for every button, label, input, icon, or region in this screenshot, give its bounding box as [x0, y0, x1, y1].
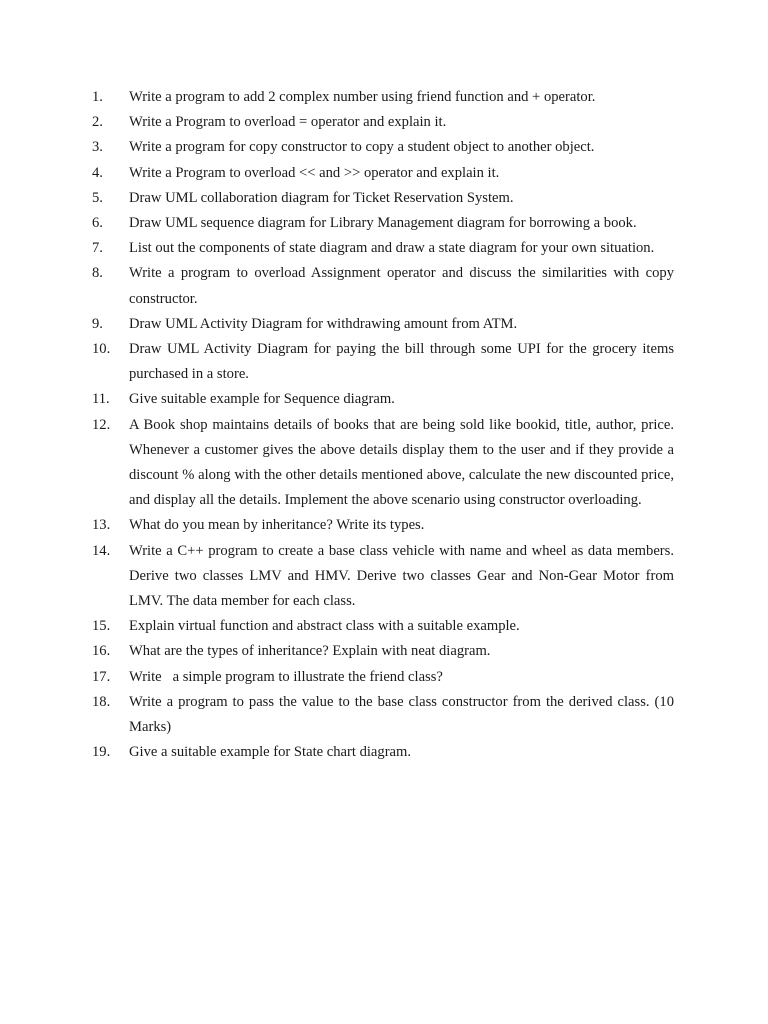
question-number: 3. — [92, 139, 103, 156]
question-number: 7. — [92, 240, 103, 257]
question-number: 12. — [92, 416, 111, 433]
question-number: 2. — [92, 114, 103, 131]
question-text: Write a program to add 2 complex number using friend function and + operator. — [129, 89, 596, 105]
question-item — [92, 513, 674, 538]
question-text: List out the components of state diagram and draw a state diagram for your own situation. — [129, 240, 655, 257]
question-item — [92, 186, 674, 211]
question-text: Write a simple program to illustrate the friend class? — [129, 668, 443, 685]
question-item — [92, 539, 674, 615]
question-number: 11. — [92, 391, 110, 408]
question-text: Write a program to overload Assignment operator and discuss the similarities with copy constructor. — [129, 265, 674, 307]
question-item — [92, 413, 674, 514]
question-text: Write a program to pass the value to the base class constructor from the derived class. (10 Marks) — [129, 693, 674, 736]
question-text: Write a Program to overload << and >> operator and explain it. — [129, 164, 500, 181]
question-text: What do you mean by inheritance? Write its types. — [129, 517, 425, 534]
question-item — [92, 211, 674, 236]
question-item — [92, 740, 674, 765]
question-number: 10. — [92, 341, 111, 358]
question-number: 8. — [92, 265, 103, 282]
question-item — [92, 614, 674, 639]
question-text: Draw UML Activity Diagram for paying the bill through some UPI for the grocery items purchased in a store. — [129, 341, 674, 383]
question-text: Write a Program to overload = operator and explain it. — [129, 114, 447, 131]
question-text: Draw UML sequence diagram for Library Management diagram for borrowing a book. — [129, 215, 637, 232]
question-text: A Book shop maintains details of books that are being sold like bookid, title, author, price. Whenever a customer gives the above details display them to the user and if they provide a discount % along with the other details mentioned above, calculate the new discounted price, and display all the details. Implement the above scenario using constructor overloading. — [129, 416, 674, 509]
question-number: 19. — [92, 744, 111, 761]
question-text: Draw UML collaboration diagram for Ticket Reservation System. — [129, 189, 514, 206]
question-item — [92, 261, 674, 311]
question-text: Draw UML Activity Diagram for withdrawing amount from ATM. — [129, 315, 518, 332]
question-number: 15. — [92, 618, 111, 635]
question-item — [92, 161, 674, 186]
question-number: 14. — [92, 542, 111, 559]
question-item — [92, 135, 674, 160]
question-number: 9. — [92, 315, 103, 332]
question-item — [92, 387, 674, 412]
question-item — [92, 337, 674, 387]
question-number: 6. — [92, 215, 103, 232]
question-text: Explain virtual function and abstract class with a suitable example. — [129, 618, 520, 635]
question-text: Give suitable example for Sequence diagram. — [129, 391, 395, 408]
question-text: Write a program for copy constructor to copy a student object to another object. — [129, 139, 595, 156]
question-text: Write a C++ program to create a base class vehicle with name and wheel as data members. Derive two classes LMV and HMV. Derive two classes Gear and Non-Gear Motor from LMV. The data member for each class. — [129, 542, 674, 610]
question-number: 17. — [92, 668, 111, 685]
question-item — [92, 665, 674, 690]
question-number: 18. — [92, 693, 111, 710]
question-list — [92, 85, 674, 765]
question-text: What are the types of inheritance? Explain with neat diagram. — [129, 643, 491, 660]
question-item — [92, 690, 674, 740]
question-item — [92, 85, 674, 110]
question-text: Give a suitable example for State chart diagram. — [129, 744, 412, 761]
question-number: 4. — [92, 164, 103, 181]
question-number: 5. — [92, 189, 103, 206]
question-number: 13. — [92, 517, 111, 534]
question-item — [92, 639, 674, 664]
question-item — [92, 110, 674, 135]
question-item — [92, 312, 674, 337]
question-item — [92, 236, 674, 261]
question-number: 16. — [92, 643, 111, 660]
question-number: 1. — [92, 89, 103, 105]
